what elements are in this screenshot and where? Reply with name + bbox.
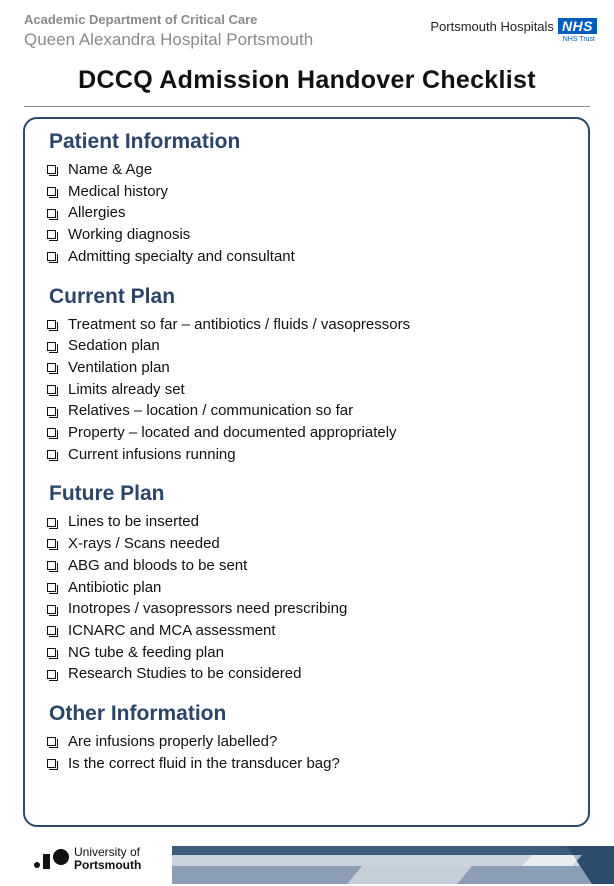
checkbox-icon[interactable]: [47, 407, 56, 416]
checkbox-icon[interactable]: [47, 759, 56, 768]
checkbox-icon[interactable]: [47, 252, 56, 261]
checkbox-icon[interactable]: [47, 626, 56, 635]
checkbox-icon[interactable]: [47, 230, 56, 239]
checkbox-icon[interactable]: [47, 539, 56, 548]
checkbox-icon[interactable]: [47, 385, 56, 394]
item-label: Ventilation plan: [68, 358, 170, 376]
checkbox-icon[interactable]: [47, 320, 56, 329]
checklist-item[interactable]: [47, 181, 588, 203]
nhs-trust-label: NHS Trust: [562, 36, 595, 43]
checklist-item[interactable]: [47, 159, 588, 181]
checklist-item[interactable]: [47, 753, 588, 775]
checklist-item[interactable]: [47, 731, 588, 753]
checkbox-icon[interactable]: [47, 342, 56, 351]
checkbox-icon[interactable]: [47, 209, 56, 218]
item-label: ABG and bloods to be sent: [68, 556, 248, 574]
item-label: ICNARC and MCA assessment: [68, 621, 276, 639]
item-label: NG tube & feeding plan: [68, 643, 224, 661]
hospital-label: Queen Alexandra Hospital Portsmouth: [24, 30, 314, 49]
item-label: Inotropes / vasopressors need prescribing: [68, 600, 348, 618]
checklist-card: [23, 117, 590, 827]
item-label: Current infusions running: [68, 445, 236, 463]
item-label: Medical history: [68, 182, 169, 200]
checklist-item[interactable]: [47, 379, 588, 401]
section-title: Future Plan: [49, 482, 165, 506]
checklist-item[interactable]: [47, 224, 588, 246]
checkbox-icon[interactable]: [47, 648, 56, 657]
checkbox-icon[interactable]: [47, 450, 56, 459]
checklist-item[interactable]: [47, 246, 588, 268]
checklist-item[interactable]: [47, 555, 588, 577]
checklist-item[interactable]: [47, 511, 588, 533]
page-footer: [0, 842, 614, 886]
title-divider: [24, 106, 590, 107]
university-of-label: University of: [74, 845, 141, 859]
checkbox-icon[interactable]: [47, 561, 56, 570]
checklist-item[interactable]: [47, 444, 588, 466]
item-label: Are infusions properly labelled?: [68, 733, 278, 751]
nhs-trust-logo: [430, 18, 597, 43]
item-label: Antibiotic plan: [68, 578, 162, 596]
item-label: Allergies: [68, 204, 126, 222]
section-other-information: [47, 701, 588, 774]
checklist-item[interactable]: [47, 400, 588, 422]
item-label: Admitting specialty and consultant: [68, 247, 295, 265]
checklist-item[interactable]: [47, 202, 588, 224]
section-title: Patient Information: [49, 130, 241, 153]
checkbox-icon[interactable]: [47, 165, 56, 174]
checkbox-icon[interactable]: [47, 737, 56, 746]
checklist-item[interactable]: [47, 642, 588, 664]
section-future-plan: [47, 481, 588, 685]
item-label: Is the correct fluid in the transducer bag?: [68, 754, 340, 772]
department-label: Academic Department of Critical Care: [24, 12, 258, 27]
item-label: Working diagnosis: [68, 226, 191, 244]
university-dots-icon: [32, 846, 70, 872]
checkbox-icon[interactable]: [47, 583, 56, 592]
nhs-org-name: Portsmouth Hospitals: [430, 18, 554, 34]
item-label: Treatment so far – antibiotics / fluids / vasopressors: [68, 315, 411, 333]
checklist-item[interactable]: [47, 314, 588, 336]
checkbox-icon[interactable]: [47, 428, 56, 437]
checklist-item[interactable]: [47, 335, 588, 357]
footer-stripes-decoration: [172, 846, 614, 884]
item-label: Lines to be inserted: [68, 513, 199, 531]
checklist-item[interactable]: [47, 533, 588, 555]
checklist-item[interactable]: [47, 620, 588, 642]
checklist-item[interactable]: [47, 598, 588, 620]
checkbox-icon[interactable]: [47, 670, 56, 679]
university-logo: [32, 846, 141, 872]
checkbox-icon[interactable]: [47, 187, 56, 196]
nhs-logo-badge: NHS: [558, 18, 597, 34]
item-label: Limits already set: [68, 380, 185, 398]
section-title: Other Information: [49, 702, 227, 726]
item-label: X-rays / Scans needed: [68, 535, 220, 553]
checkbox-icon[interactable]: [47, 518, 56, 527]
checklist-item[interactable]: [47, 422, 588, 444]
page-title: DCCQ Admission Handover Checklist: [78, 66, 536, 94]
checkbox-icon[interactable]: [47, 605, 56, 614]
item-label: Property – located and documented appropriately: [68, 424, 397, 442]
checklist-item[interactable]: [47, 663, 588, 685]
university-name-label: Portsmouth: [74, 858, 142, 872]
checklist-item[interactable]: [47, 577, 588, 599]
item-label: Name & Age: [68, 161, 153, 178]
checklist-item[interactable]: [47, 357, 588, 379]
section-current-plan: [47, 284, 588, 466]
item-label: Research Studies to be considered: [68, 665, 302, 683]
checkbox-icon[interactable]: [47, 363, 56, 372]
item-label: Sedation plan: [68, 337, 160, 355]
item-label: Relatives – location / communication so far: [68, 402, 354, 420]
section-title: Current Plan: [49, 284, 176, 308]
section-patient-information: [47, 129, 588, 268]
